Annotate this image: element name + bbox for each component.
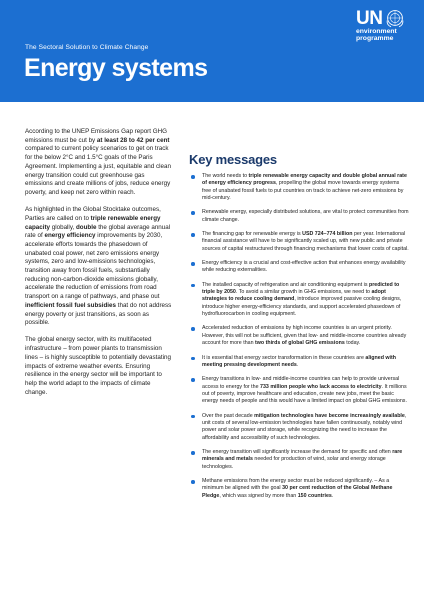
key-message-item bbox=[189, 231, 409, 253]
text-run: improvements by 2030, accelerate efforts towards the phasedown of unabated coal power, net zero emissions energy systems, zero and low-emissions technologies, transition away from fossil fuels, substantially reducing non-carbon-dioxide emissions globally, accelerate the reduction of emissions from road transport on a range of pathways, and phase out bbox=[25, 232, 163, 301]
logo-un-text: UN bbox=[356, 7, 383, 29]
page-subtitle: The Sectoral Solution to Climate Change bbox=[25, 44, 149, 51]
bold-text: adopt strategies to reduce cooling demand bbox=[202, 289, 386, 303]
bold-text: triple renewable energy capacity bbox=[25, 214, 161, 231]
key-messages-title: Key messages bbox=[189, 152, 277, 167]
key-message-item bbox=[189, 478, 409, 500]
text-run: As highlighted in the Global Stocktake outcomes, Parties are called on to bbox=[25, 206, 161, 222]
key-message-item bbox=[189, 413, 409, 443]
text-run: , which was signed by more than bbox=[219, 492, 298, 499]
bullet-icon bbox=[191, 233, 195, 237]
text-run: . bbox=[331, 492, 334, 499]
bullet-icon bbox=[191, 357, 195, 361]
text-run: Renewable energy, especially distributed solutions, are vital to protect communities from climate change. bbox=[202, 209, 409, 223]
bold-text: two thirds of global GHG emissions bbox=[255, 340, 345, 347]
text-run: that do not address energy poverty or just transitions, as soon as possible. bbox=[25, 301, 172, 327]
text-run: The energy transition will significantly increase the demand for specific and often bbox=[202, 448, 393, 455]
key-message-item bbox=[189, 260, 409, 275]
bold-text: energy efficiency bbox=[44, 232, 96, 240]
header-banner bbox=[0, 0, 424, 102]
key-messages-list bbox=[189, 173, 409, 500]
text-run: Accelerated reduction of emissions by high income countries is an urgent priority. However, this will not be sufficient, given that low- and middle-income countries already account for more than bbox=[202, 325, 407, 347]
bullet-icon bbox=[191, 284, 195, 288]
bold-text: 30 per cent reduction of the Global Methane Pledge bbox=[202, 485, 393, 499]
intro-paragraph bbox=[25, 336, 173, 397]
text-run: It is essential that energy sector transformation in these countries are bbox=[202, 354, 366, 361]
text-run: . bbox=[296, 361, 299, 368]
key-message-item bbox=[189, 355, 409, 370]
text-run: the global average annual rate of bbox=[25, 223, 171, 240]
text-run: today. bbox=[344, 340, 361, 347]
text-run: , unit costs of several low-emission technologies have fallen continuously, notably wind power and solar power and storage, while recognizing the need to increase the affordability and accessibility of such technologies. bbox=[202, 412, 407, 441]
bold-text: double bbox=[75, 223, 97, 231]
text-run: globally, bbox=[50, 223, 76, 231]
bullet-icon bbox=[191, 175, 195, 179]
bold-text: triple renewable energy capacity and double global annual rate of energy efficiency progress bbox=[202, 173, 407, 187]
bullet-icon bbox=[191, 480, 195, 484]
bold-text: rare minerals and metals bbox=[202, 448, 403, 463]
text-run: Methane emissions from the energy sector must be reduced significantly. – As a minimum be aligned with the goal bbox=[202, 477, 390, 492]
bold-text: 150 countries bbox=[297, 492, 332, 499]
bullet-icon bbox=[191, 415, 195, 419]
key-messages-section bbox=[189, 152, 409, 507]
intro-column bbox=[25, 128, 173, 406]
text-run: , propelling the global move towards energy systems free of unabated fossil fuels to put countries on track to achieve net-zero emissions by mid-century. bbox=[202, 180, 404, 202]
bold-text: at least 28 to 42 per cent bbox=[96, 136, 170, 144]
text-run: According to the UNEP Emissions Gap report GHG emissions must be cut by bbox=[25, 128, 167, 144]
text-run: . To avoid a similar growth in GHG emissions, we need to bbox=[235, 289, 372, 296]
intro-paragraph bbox=[25, 206, 173, 328]
un-emblem-icon bbox=[385, 8, 405, 28]
unep-logo bbox=[356, 8, 418, 70]
logo-line2: programme bbox=[356, 35, 394, 43]
page-title: Energy systems bbox=[24, 54, 208, 82]
bold-text: mitigation technologies have become increasingly available bbox=[254, 412, 405, 419]
text-run: The global energy sector, with its multifaceted infrastructure – from power plants to transmission lines – is highly susceptible to potentially devastating impacts of extreme weather events. Ensuring resilience in the energy sector will be important to help the world adapt to the impacts of climate change. bbox=[25, 336, 171, 396]
bold-text: inefficient fossil fuel subsidies bbox=[25, 301, 116, 309]
key-message-item bbox=[189, 325, 409, 347]
logo-line1: environment bbox=[356, 28, 397, 35]
key-message-item bbox=[189, 209, 409, 224]
key-message-item bbox=[189, 376, 409, 406]
text-run: . It millions out of poverty, improve healthcare and education, create new jobs, meet the basic energy needs of people and this would have a limited impact on global GHG emissions. bbox=[202, 383, 407, 405]
intro-paragraph bbox=[25, 128, 173, 198]
bullet-icon bbox=[191, 327, 195, 331]
key-message-item bbox=[189, 282, 409, 319]
text-run: compared to current policy scenarios to get on track for the below 2°C and 1.5°C goals of the Paris Agreement. Implementing a just, equitable and clean energy transition could cut greenhouse gas emissions and create millions of jobs, reduce energy poverty, and keep net zero within reach. bbox=[25, 145, 171, 196]
text-run: Energy efficiency is a crucial and cost-effective action that enhances energy availability while reducing externalities. bbox=[202, 260, 406, 274]
key-message-item bbox=[189, 449, 409, 471]
text-run: The financing gap for renewable energy is bbox=[202, 231, 303, 238]
bullet-icon bbox=[191, 211, 195, 215]
bold-text: predicted to triple by 2050 bbox=[202, 281, 400, 296]
text-run: Over the past decade bbox=[202, 412, 255, 419]
bold-text: USD 724–774 billion bbox=[302, 231, 353, 238]
bullet-icon bbox=[191, 262, 195, 266]
text-run: per year. International financial assistance will have to be significantly scaled up, with new public and private sources of capital restructured through financing mechanisms that lower costs of capital. bbox=[202, 231, 409, 252]
bullet-icon bbox=[191, 378, 195, 382]
text-run: The installed capacity of refrigeration and air conditioning equipment is bbox=[202, 281, 369, 288]
bold-text: aligned with meeting pressing development needs bbox=[202, 354, 397, 368]
text-run: Energy transitions in low- and middle-income countries can help to provide universal access to energy for the bbox=[202, 376, 400, 390]
text-run: , introduce improved passive cooling designs, introduce higher energy-efficiency standards, and support accelerated phasedown of hydrofluorocarbon in cooling equipment. bbox=[202, 296, 402, 318]
text-run: needed for production of wind, solar and energy storage technologies. bbox=[202, 456, 386, 470]
text-run: The world needs to bbox=[202, 173, 249, 179]
bold-text: 733 million people who lack access to electricity bbox=[260, 383, 382, 390]
bullet-icon bbox=[191, 451, 195, 455]
key-message-item bbox=[189, 173, 409, 203]
